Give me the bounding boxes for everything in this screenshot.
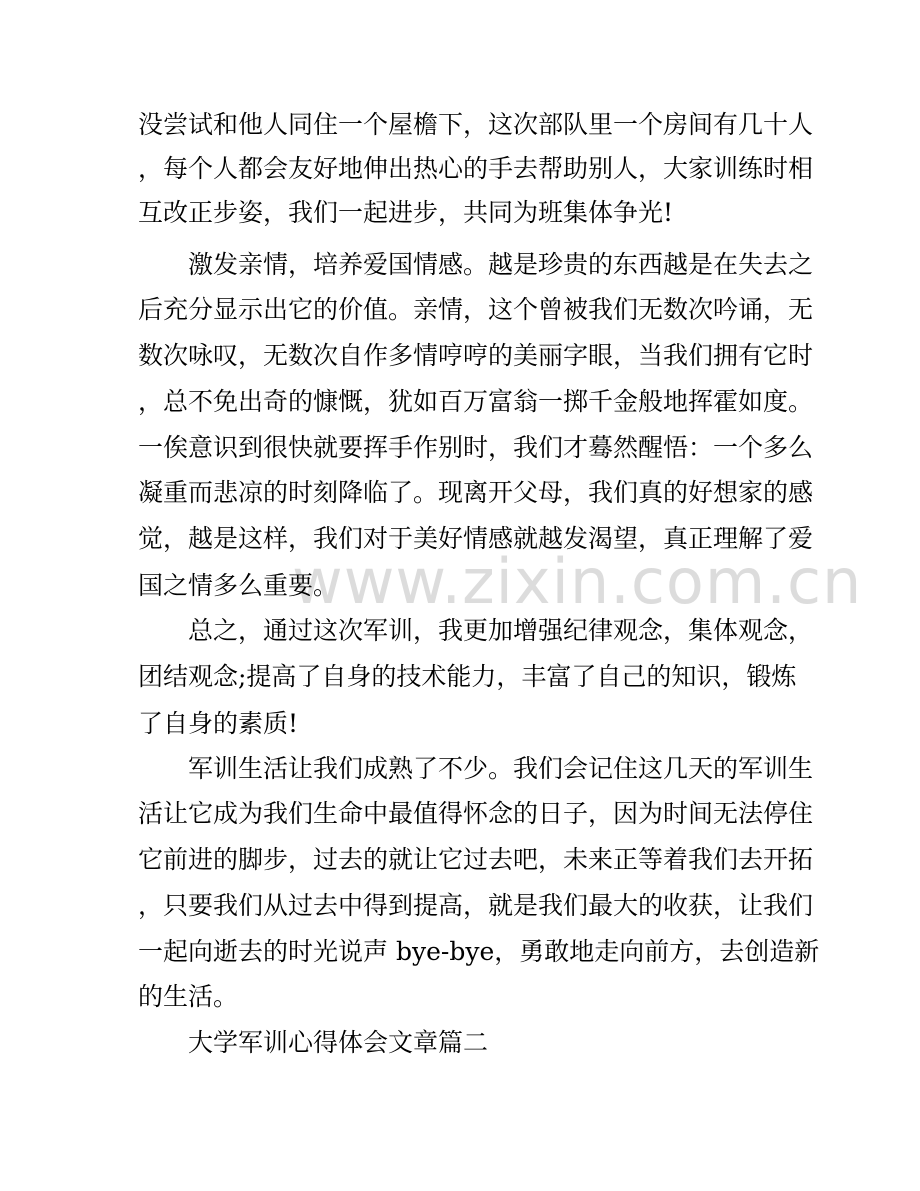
text-line: 总之，通过这次军训，我更加增强纪律观念，集体观念， — [138, 616, 814, 645]
text-line: 了自身的素质! — [138, 709, 299, 738]
section-heading: 大学军训心得体会文章篇二 — [138, 1028, 489, 1057]
text-line: ，只要我们从过去中得到提高，就是我们最大的收获，让我们 — [138, 891, 814, 920]
text-line: 一俟意识到很快就要挥手作别时，我们才蓦然醒悟：一个多么 — [138, 433, 814, 462]
watermark: www.zixin.com.cn — [292, 545, 863, 618]
text-line: 激发亲情，培养爱国情感。越是珍贵的东西越是在失去之 — [138, 250, 814, 279]
text-line: 数次咏叹，无数次自作多情哼哼的美丽字眼，当我们拥有它时 — [138, 341, 814, 370]
text-line: 团结观念;提高了自身的技术能力，丰富了自己的知识，锻炼 — [138, 662, 797, 691]
text-line: 后充分显示出它的价值。亲情，这个曾被我们无数次吟诵，无 — [138, 295, 814, 324]
text-line: 互改正步姿，我们一起进步，共同为班集体争光! — [138, 198, 674, 227]
text-line: ，总不免出奇的慷慨，犹如百万富翁一掷千金般地挥霍如度。 — [138, 387, 814, 416]
text-line: 一起向逝去的时光说声 bye-bye，勇敢地走向前方，去创造新 — [138, 937, 820, 966]
text-line: 没尝试和他人同住一个屋檐下，这次部队里一个房间有几十人 — [138, 110, 814, 139]
text-line: 国之情多么重要。 — [138, 571, 339, 600]
text-line: 活让它成为我们生命中最值得怀念的日子，因为时间无法停住 — [138, 799, 814, 828]
text-line: 的生活。 — [138, 982, 239, 1011]
text-line: 觉，越是这样，我们对于美好情感就越发渴望，真正理解了爱 — [138, 524, 814, 553]
text-line: ，每个人都会友好地伸出热心的手去帮助别人，大家训练时相 — [138, 154, 814, 183]
text-line: 军训生活让我们成熟了不少。我们会记住这几天的军训生 — [138, 754, 814, 783]
text-line: 它前进的脚步，过去的就让它过去吧，未来正等着我们去开拓 — [138, 845, 814, 874]
text-line: 凝重而悲凉的时刻降临了。现离开父母，我们真的好想家的感 — [138, 478, 814, 507]
